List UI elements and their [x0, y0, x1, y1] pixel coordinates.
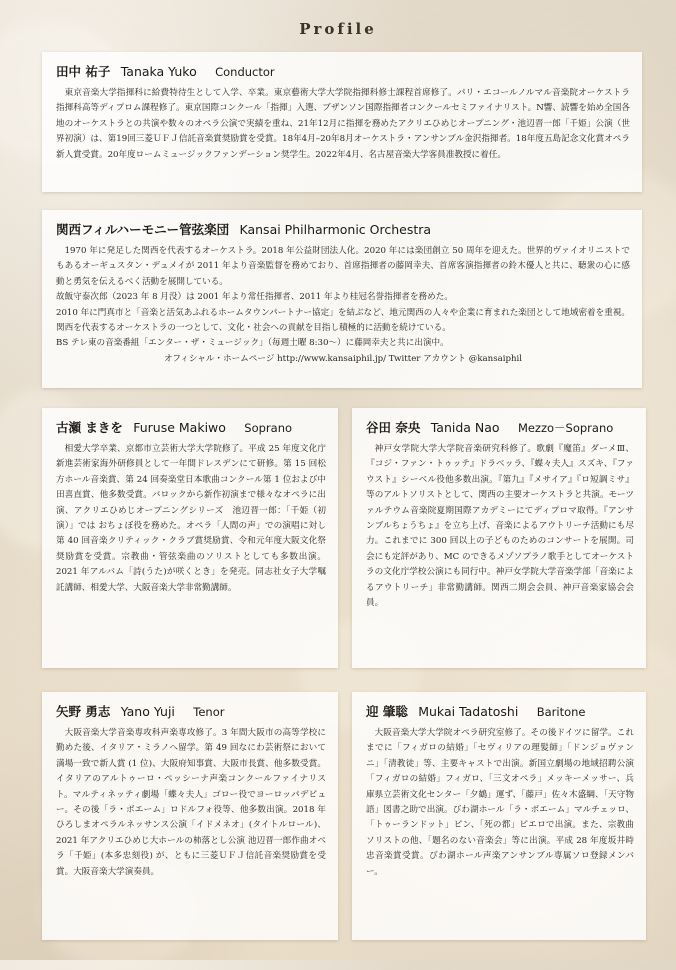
role: Tenor: [193, 705, 225, 719]
name-jp: 矢野 勇志: [56, 704, 111, 719]
name-en: Tanida Nao: [430, 420, 500, 435]
bio-text: 2010 年に門真市と「音楽と活気あふれるホームタウンパートナー協定」を結ぶなど、地元関西の人々や企業に育まれた楽団として地域密着を重視。関西を代表するオーケストラの一つとして、文化・社会への貢献を目指し積極的に活動を続けている。: [56, 307, 631, 334]
profile-card-mukai: [352, 692, 646, 940]
profile-card-furuse: [42, 408, 338, 668]
profile-heading: [366, 418, 634, 436]
bio-text: 1970 年に発足した関西を代表するオーケストラ。2018 年公益財団法人化。2020 年には楽団創立 50 周年を迎えた。世界的ヴァイオリニストでもあるオーギュスタン・デュメイが 2011 年より音楽監督を務めており、首席指揮者の藤岡幸夫、首席客演指揮者の鈴木優人と共に、聴衆の心に感動と勇気を伝えるべく活動を展開している。: [56, 246, 630, 287]
name-jp: 古瀬 まきを: [56, 420, 123, 435]
bio-text: 故飯守泰次郎（2023 年 8 月没）は 2001 年より常任指揮者、2011 年より桂冠名誉指揮者を務めた。: [56, 292, 453, 303]
name-en: Furuse Makiwo: [133, 420, 226, 435]
name-jp: 田中 祐子: [56, 64, 111, 79]
profile-heading: [56, 418, 326, 436]
profile-card-yano: [42, 692, 338, 940]
bio-text: 大阪音楽大学音楽専攻科声楽専攻修了。3 年間大阪市の高等学校に勤めた後、イタリア・ミラノへ留学。第 49 回なにわ芸術祭において満場一致で新人賞 (1 位)、大阪府知事賞、大阪市長賞、他多数受賞。イタリアのアルトゥーロ・ペッシーナ声楽コンクールファイナリスト。マルティネッティ劇場「蝶々夫人」ゴロー役でヨーロッパデビュー。その後「ラ・ボエーム」ロドルフォ役等、他多数出演。2018 年ひろしまオペラルネッサンス公演「イドメネオ」(タイトルロール)、2021 年アクリエひめじ大ホールの柿落とし公演 池辺晋一郎作曲オペラ「千姫」(本多忠刻役) が、ともに三菱ＵＦＪ信託音楽奨励賞を受賞。大阪音楽大学演奏員。: [56, 728, 326, 877]
bio-text: 相愛大学卒業、京都市立芸術大学大学院修了。平成 25 年度文化庁新進芸術家海外研修員として一年間ドレスデンにて研修。第 15 回松方ホール音楽賞、第 24 回奏楽堂日本歌曲コンクール第 1 位および中田喜直賞、他多数受賞。バロックから新作初演まで様々なオペラに出演、アクリエひめじオープニングシリーズ 池辺晋一郎：「千姫（初演）」では おちょぼ役を務めた。オペラ「人間の声」での演唱に対し第 40 回音楽クリティック・クラブ賞奨励賞、令和元年度大阪文化祭奨励賞を受賞。宗教曲・管弦楽曲のソリストとしても多数出演。2021 年アルバム「詩(うた)が咲くとき」を発売。同志社女子大学嘱託講師、相愛大学、大阪音楽大学非常勤講師。: [56, 444, 326, 593]
name-en: Kansai Philharmonic Orchestra: [239, 222, 432, 237]
profile-heading: [56, 702, 326, 720]
profile-card-tanaka: [42, 52, 642, 192]
profile-heading: [366, 702, 634, 720]
bio-text: 大阪音楽大学大学院オペラ研究室修了。その後ドイツに留学。これまでに「フィガロの結婚」「セヴィリアの理髪師」「ドンジョヴァンニ」「清教徒」等、主要キャストで出演。新国立劇場の地域招聘公演「フィガロの結婚」フィガロ、「三文オペラ」メッキーメッサー、兵庫県立芸術文化センター「夕鶴」運ず、「藤戸」佐々木盛綱、「天守物語」図書之助で出演。びわ湖ホール「ラ・ボエーム」マルチェッロ、「トゥーランドット」ピン、「死の都」ピエロで出演。また、宗教曲ソリストの他、「題名のない音楽会」等に出演。平成 28 年度坂井時忠音楽賞受賞。びわ湖ホール声楽アンサンブル専属ソロ登録メンバー。: [366, 728, 634, 877]
role: Mezzo－Soprano: [517, 421, 614, 435]
profile-card-kansai: [42, 210, 642, 388]
role: Conductor: [215, 65, 275, 79]
name-en: Mukai Tadatoshi: [418, 704, 519, 719]
name-jp: 迎 肇聡: [366, 704, 408, 719]
bio-text: 神戸女学院大学大学院音楽研究科修了。歌劇『魔笛』ダーメⅢ、『コジ・ファン・トゥッテ』ドラベッラ、『蝶々夫人』スズキ、『ファウスト』シーベル役他多数出演。『第九』『メサイア』『ロ短調ミサ』等のアルトソリストとして、関西の主要オーケストラと共演。モーツァルテウム音楽院夏期国際アカデミーにてディプロマ取得。『アンサンブルちょうちょ』を立ち上げ、音楽によるアウトリーチ活動にも尽力。これまでに 300 回以上の子どものためのコンサートを展開。司会にも定評があり、MC のできるメゾソプラノ歌手としてオーケストラの文化庁学校公演にも同行中。神戸女学院大学音楽学部「音楽によるアウトリーチ」非常勤講師。関西二期会会員、神戸音楽家協会会員。: [366, 444, 634, 609]
profile-card-tanida: [352, 408, 646, 668]
name-jp: 関西フィルハーモニー管弦楽団: [56, 222, 230, 237]
name-en: Yano Yuji: [120, 704, 175, 719]
profile-heading: [56, 220, 630, 238]
name-en: Tanaka Yuko: [120, 64, 197, 79]
role: Soprano: [244, 421, 293, 435]
role: Baritone: [536, 705, 586, 719]
profile-heading: [56, 62, 630, 80]
bio-text: BS テレ東の音楽番組「エンター・ザ・ミュージック」（毎週土曜 8:30～）に藤岡幸夫と共に出演中。: [56, 338, 449, 349]
page-title: Profile: [299, 20, 377, 38]
official-links: オフィシャル・ホームページ http://www.kansaiphil.jp/ Twitter アカウント @kansaiphil: [163, 353, 523, 364]
bio-text: 東京音楽大学指揮科に給費特待生として入学、卒業。東京藝術大学大学院指揮科修士課程首席修了。パリ・エコールノルマル音楽院オーケストラ指揮科高等ディプロム課程修了。東京国際コンクール「指揮」入選、ブザンソン国際指揮者コンクールセミファイナリスト。N響、読響を始め全国各地のオーケストラとの共演や数々のオペラ公演で実績を重ね、21年12月に指揮を務めたアクリエひめじオープニング・池辺晋一郎「千姫」公演（世界初演）は、第19回三菱ＵＦＪ信託音楽賞奨励賞を受賞。18年4月–20年8月オーケストラ・アンサンブル金沢指揮者。18年度五島記念文化賞オペラ新人賞受賞。20年度ロームミュージックファンデーション奨学生。2022年4月、名古屋音楽大学客員准教授に着任。: [56, 88, 630, 160]
name-jp: 谷田 奈央: [366, 420, 421, 435]
